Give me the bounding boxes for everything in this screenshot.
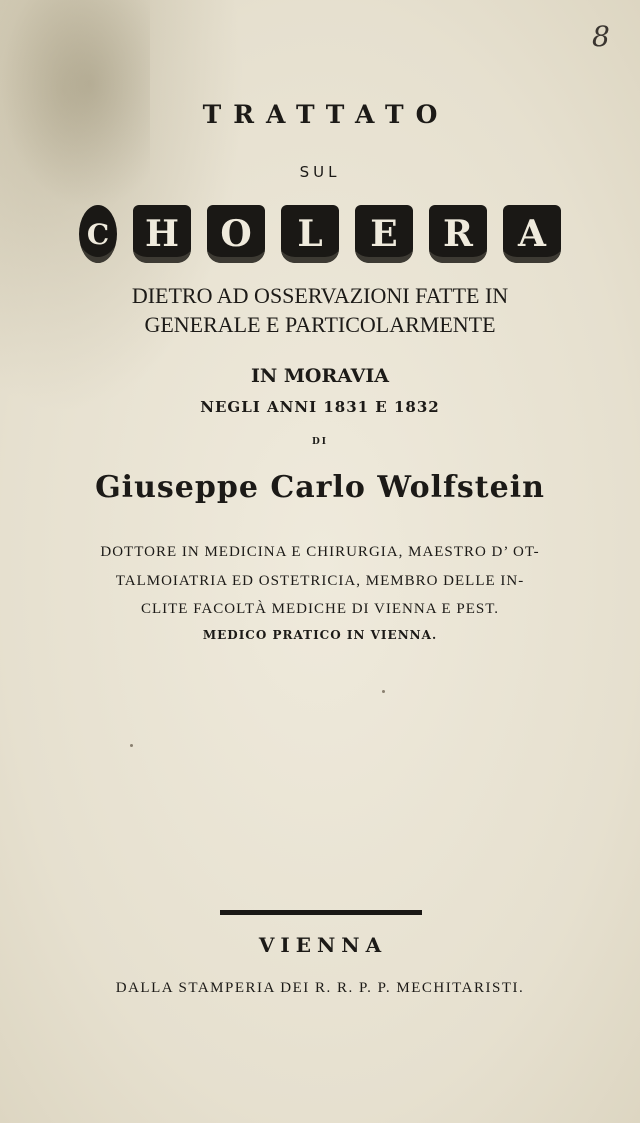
paper-speck (130, 744, 133, 747)
author-credentials-line: CLITE FACOLTÀ MEDICHE DI VIENNA E PEST. (140, 601, 500, 617)
handwritten-page-mark: 8 (592, 20, 610, 53)
title-connector: SUL (299, 163, 341, 181)
author-preposition: DI (311, 437, 328, 447)
years-heading: NEGLI ANNI 1831 E 1832 (200, 398, 440, 416)
region-heading: IN MORAVIA (251, 365, 389, 387)
paper-speck (382, 690, 385, 693)
subtitle-line: DIETRO AD OSSERVAZIONI FATTE IN (131, 283, 509, 308)
author-name: Giuseppe Carlo Wolfstein (95, 470, 545, 505)
subject-letter: C (79, 205, 117, 263)
subject-letter: H (133, 205, 191, 263)
subject-heading (0, 205, 640, 267)
subtitle-line: GENERALE E PARTICOLARMENTE (144, 312, 496, 337)
subject-letter: O (207, 205, 265, 263)
subject-letter: E (355, 205, 413, 263)
subject-letter: A (503, 205, 561, 263)
author-credentials-line: TALMOIATRIA ED OSTETRICIA, MEMBRO DELLE IN- (115, 573, 525, 589)
imprint-printer: DALLA STAMPERIA DEI R. R. P. P. MECHITARISTI. (115, 980, 525, 996)
author-occupation: MEDICO PRATICO IN VIENNA. (202, 628, 438, 642)
imprint-city: VIENNA (258, 933, 388, 957)
imprint-divider (220, 910, 422, 915)
book-title: TRATTATO (202, 100, 450, 129)
author-credentials-line: DOTTORE IN MEDICINA E CHIRURGIA, MAESTRO D’ OT- (100, 544, 540, 560)
subject-letter: R (429, 205, 487, 263)
subject-letter: L (281, 205, 339, 263)
